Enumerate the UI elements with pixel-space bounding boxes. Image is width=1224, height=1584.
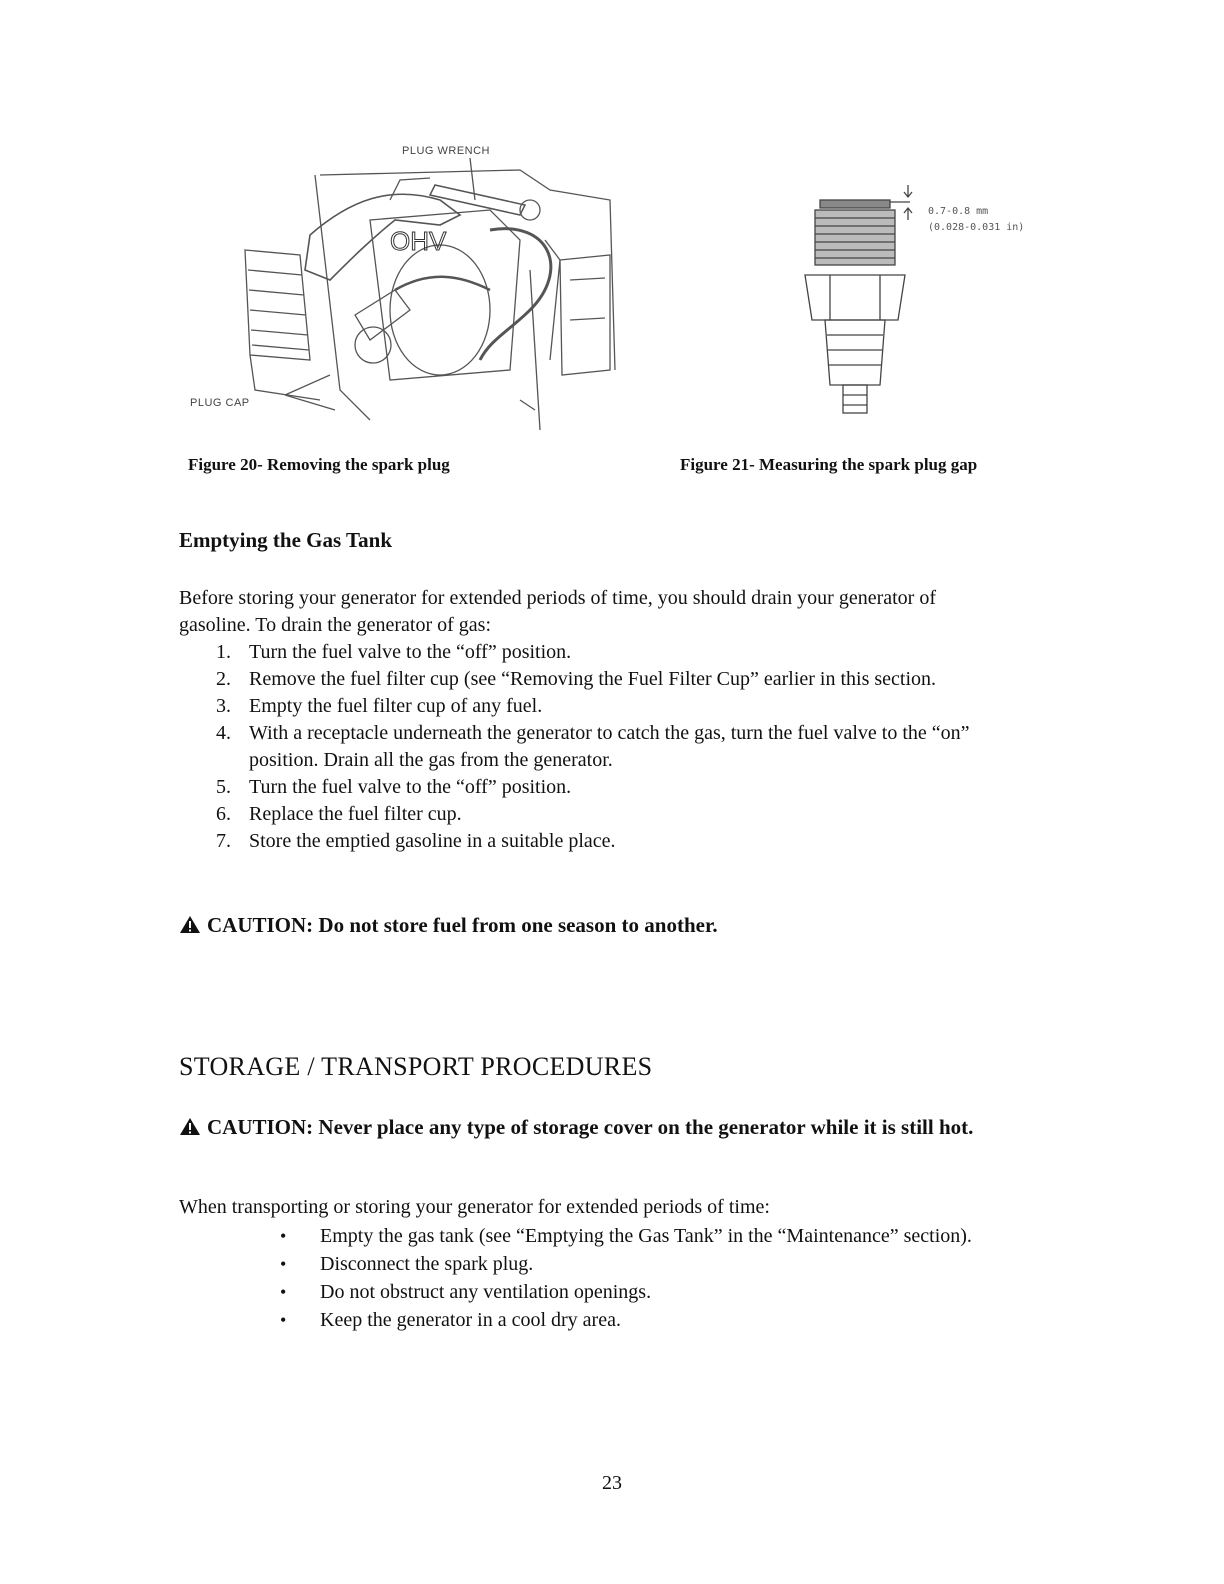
page-number: 23 — [602, 1472, 622, 1494]
fuel-caution — [179, 912, 1039, 939]
storage-bullets-list — [280, 1222, 1040, 1334]
emptying-intro-paragraph: Before storing your generator for extended periods of time, you should drain your generator of gasoline. To drain the generator of gas: — [179, 587, 936, 636]
storage-intro-paragraph: When transporting or storing your generator for extended periods of time: — [179, 1196, 770, 1218]
warning-triangle-icon — [179, 1117, 201, 1136]
ohv-engine-text: OHV — [390, 226, 447, 256]
list-item: • Do not obstruct any ventilation openings. — [280, 1281, 652, 1303]
spark-plug-drawing — [780, 180, 930, 420]
list-item: 5. Turn the fuel valve to the “off” position. — [216, 776, 572, 798]
draining-steps-list — [179, 639, 1039, 855]
storage-caution-text: CAUTION: Never place any type of storage cover on the generator while it is still hot. — [207, 1115, 974, 1139]
fuel-caution-text: CAUTION: Do not store fuel from one season to another. — [207, 913, 718, 937]
gap-mm-label: 0.7-0.8 mm — [928, 206, 989, 217]
figure-21-caption: Figure 21- Measuring the spark plug gap — [680, 455, 978, 474]
list-item: • Keep the generator in a cool dry area. — [280, 1309, 621, 1331]
list-item: 2. Remove the fuel filter cup (see “Removing the Fuel Filter Cup” earlier in this section. — [216, 668, 937, 690]
list-item: 6. Replace the fuel filter cup. — [216, 803, 462, 825]
plug-cap-label: PLUG CAP — [190, 397, 250, 409]
gap-inch-label: (0.028-0.031 in) — [928, 222, 1025, 233]
storage-caution — [179, 1114, 1039, 1141]
list-item: 7. Store the emptied gasoline in a suitable place. — [216, 830, 616, 852]
figure-20-caption: Figure 20- Removing the spark plug — [188, 455, 450, 474]
emptying-gas-tank-heading: Emptying the Gas Tank — [179, 528, 392, 552]
list-item: • Empty the gas tank (see “Emptying the Gas Tank” in the “Maintenance” section). — [280, 1225, 972, 1247]
storage-transport-heading: STORAGE / TRANSPORT PROCEDURES — [179, 1052, 653, 1081]
list-item: • Disconnect the spark plug. — [280, 1253, 534, 1275]
list-item: 4. With a receptacle underneath the generator to catch the gas, turn the fuel valve to the “on” position. Drain all the gas from the generator. — [216, 722, 970, 771]
list-item: 1. Turn the fuel valve to the “off” position. — [216, 641, 572, 663]
generator-spark-plug-drawing — [190, 140, 630, 430]
warning-triangle-icon — [179, 915, 201, 934]
figure-20-illustration — [190, 140, 630, 430]
plug-wrench-label: PLUG WRENCH — [402, 145, 491, 157]
figure-21-illustration — [780, 180, 1040, 420]
list-item: 3. Empty the fuel filter cup of any fuel. — [216, 695, 543, 717]
